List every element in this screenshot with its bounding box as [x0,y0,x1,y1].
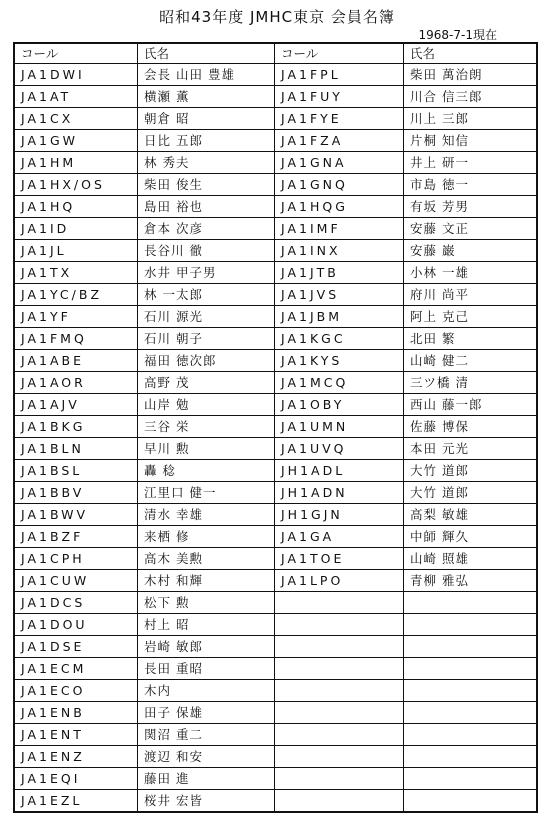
left-callsign-cell: JA1TX [15,262,138,284]
table-row [15,196,537,218]
left-name-cell: 山岸 勉 [138,394,275,416]
right-callsign-cell: JA1UMN [275,416,404,438]
right-name-cell: 川合 信三郎 [404,86,537,108]
table-row [15,680,537,702]
left-callsign-cell: JA1GW [15,130,138,152]
right-callsign-cell: JA1GA [275,526,404,548]
left-name-cell: 会長 山田 豊雄 [138,64,275,86]
right-callsign-cell: JA1MCQ [275,372,404,394]
roster-body [15,64,537,812]
left-name-cell: 来栖 修 [138,526,275,548]
left-name-cell: 倉本 次彦 [138,218,275,240]
left-callsign-cell: JA1ECO [15,680,138,702]
right-name-cell: 小林 一雄 [404,262,537,284]
right-callsign-cell [275,592,404,614]
left-callsign-cell: JA1DCS [15,592,138,614]
right-callsign-cell: JA1KYS [275,350,404,372]
left-callsign-cell: JA1HM [15,152,138,174]
right-name-cell: 高梨 敏雄 [404,504,537,526]
right-callsign-cell: JH1ADL [275,460,404,482]
right-name-cell [404,768,537,790]
right-callsign-cell: JA1LPO [275,570,404,592]
right-name-cell [404,790,537,812]
table-row [15,350,537,372]
left-name-cell: 朝倉 昭 [138,108,275,130]
left-callsign-cell: JA1AT [15,86,138,108]
right-name-cell: 市島 徳一 [404,174,537,196]
left-callsign-cell: JA1EZL [15,790,138,812]
table-row [15,504,537,526]
right-callsign-cell [275,614,404,636]
table-row [15,86,537,108]
left-name-cell: 轟 稔 [138,460,275,482]
right-callsign-cell: JA1FPL [275,64,404,86]
left-name-cell: 林 秀夫 [138,152,275,174]
left-name-cell: 田子 保雄 [138,702,275,724]
left-callsign-cell: JA1ENZ [15,746,138,768]
right-name-cell: 佐藤 博保 [404,416,537,438]
right-name-cell: 中師 輝久 [404,526,537,548]
right-callsign-cell: JA1IMF [275,218,404,240]
left-name-cell: 江里口 健一 [138,482,275,504]
right-name-cell: 安藤 文正 [404,218,537,240]
left-name-cell: 柴田 俊生 [138,174,275,196]
left-callsign-cell: JA1BBV [15,482,138,504]
left-callsign-cell: JA1EQI [15,768,138,790]
left-name-cell: 長谷川 徹 [138,240,275,262]
right-name-cell: 府川 尚平 [404,284,537,306]
left-name-cell: 高木 美勲 [138,548,275,570]
left-callsign-cell: JA1BZF [15,526,138,548]
right-callsign-cell: JA1FUY [275,86,404,108]
right-callsign-cell [275,680,404,702]
right-callsign-cell: JA1JVS [275,284,404,306]
left-callsign-cell: JA1BLN [15,438,138,460]
right-name-cell: 北田 繁 [404,328,537,350]
as-of-date: 1968-7-1現在 [418,28,497,42]
right-callsign-cell [275,724,404,746]
right-callsign-cell: JA1UVQ [275,438,404,460]
table-row [15,218,537,240]
left-name-cell: 日比 五郎 [138,130,275,152]
right-name-cell: 阿上 克己 [404,306,537,328]
call-header-left: コール [15,44,138,64]
right-callsign-cell: JA1INX [275,240,404,262]
right-name-cell: 安藤 巌 [404,240,537,262]
right-callsign-cell [275,636,404,658]
right-name-cell: 本田 元光 [404,438,537,460]
table-row [15,548,537,570]
table-row [15,526,537,548]
left-name-cell: 島田 裕也 [138,196,275,218]
right-name-cell: 片桐 知信 [404,130,537,152]
left-callsign-cell: JA1AJV [15,394,138,416]
left-name-cell: 渡辺 和安 [138,746,275,768]
table-row [15,240,537,262]
table-row [15,592,537,614]
table-row [15,746,537,768]
left-callsign-cell: JA1CX [15,108,138,130]
left-callsign-cell: JA1CPH [15,548,138,570]
name-header-right: 氏名 [404,44,537,64]
call-header-right: コール [275,44,404,64]
right-callsign-cell: JA1FYE [275,108,404,130]
right-callsign-cell: JA1TOE [275,548,404,570]
member-roster-table [14,43,537,812]
table-row [15,702,537,724]
table-row [15,372,537,394]
left-name-cell: 早川 勲 [138,438,275,460]
right-name-cell [404,702,537,724]
left-callsign-cell: JA1ABE [15,350,138,372]
right-name-cell [404,592,537,614]
table-row [15,790,537,812]
right-name-cell [404,614,537,636]
left-callsign-cell: JA1ENB [15,702,138,724]
right-callsign-cell: JA1JBM [275,306,404,328]
page-title: 昭和43年度 JMHC東京 会員名簿 [159,8,395,26]
right-name-cell [404,636,537,658]
table-row [15,152,537,174]
table-row [15,570,537,592]
right-name-cell: 三ツ橋 清 [404,372,537,394]
right-name-cell: 大竹 道郎 [404,460,537,482]
table-row [15,768,537,790]
table-row [15,174,537,196]
left-callsign-cell: JA1DWI [15,64,138,86]
table-row [15,328,537,350]
right-name-cell: 青柳 雅弘 [404,570,537,592]
table-row [15,438,537,460]
left-callsign-cell: JA1BKG [15,416,138,438]
right-name-cell [404,724,537,746]
table-row [15,306,537,328]
table-row [15,394,537,416]
right-callsign-cell: JA1FZA [275,130,404,152]
right-callsign-cell: JH1ADN [275,482,404,504]
left-name-cell: 桜井 宏皆 [138,790,275,812]
left-callsign-cell: JA1HQ [15,196,138,218]
table-row [15,460,537,482]
table-row [15,64,537,86]
right-callsign-cell: JA1JTB [275,262,404,284]
left-name-cell: 藤田 進 [138,768,275,790]
right-callsign-cell [275,790,404,812]
left-name-cell: 横瀬 薫 [138,86,275,108]
left-callsign-cell: JA1DOU [15,614,138,636]
left-callsign-cell: JA1FMQ [15,328,138,350]
right-name-cell: 川上 三郎 [404,108,537,130]
left-name-cell: 三谷 栄 [138,416,275,438]
left-name-cell: 木内 [138,680,275,702]
table-row [15,724,537,746]
left-callsign-cell: JA1ID [15,218,138,240]
table-row [15,482,537,504]
right-callsign-cell [275,658,404,680]
left-callsign-cell: JA1YC/BZ [15,284,138,306]
left-name-cell: 木村 和輝 [138,570,275,592]
left-name-cell: 福田 徳次郎 [138,350,275,372]
left-name-cell: 林 一太郎 [138,284,275,306]
table-row [15,108,537,130]
right-callsign-cell [275,746,404,768]
left-name-cell: 関沼 重二 [138,724,275,746]
left-callsign-cell: JA1ECM [15,658,138,680]
right-name-cell: 有坂 芳男 [404,196,537,218]
left-callsign-cell: JA1YF [15,306,138,328]
right-name-cell: 西山 藤一郎 [404,394,537,416]
right-name-cell: 井上 研一 [404,152,537,174]
table-row [15,416,537,438]
left-name-cell: 水井 甲子男 [138,262,275,284]
left-callsign-cell: JA1DSE [15,636,138,658]
left-name-cell: 石川 源光 [138,306,275,328]
left-name-cell: 清水 幸雄 [138,504,275,526]
table-row [15,658,537,680]
table-row [15,614,537,636]
left-callsign-cell: JA1AOR [15,372,138,394]
left-name-cell: 松下 勲 [138,592,275,614]
right-callsign-cell: JA1HQG [275,196,404,218]
right-name-cell: 山崎 健二 [404,350,537,372]
right-callsign-cell [275,702,404,724]
table-row [15,636,537,658]
left-callsign-cell: JA1HX/OS [15,174,138,196]
right-callsign-cell [275,768,404,790]
left-name-cell: 岩崎 敏郎 [138,636,275,658]
left-name-cell: 石川 朝子 [138,328,275,350]
table-row [15,262,537,284]
name-header-left: 氏名 [138,44,275,64]
right-name-cell: 山崎 照雄 [404,548,537,570]
right-callsign-cell: JH1GJN [275,504,404,526]
left-name-cell: 高野 茂 [138,372,275,394]
right-name-cell [404,658,537,680]
right-callsign-cell: JA1OBY [275,394,404,416]
right-callsign-cell: JA1KGC [275,328,404,350]
header-row [15,44,537,64]
left-callsign-cell: JA1BWV [15,504,138,526]
left-callsign-cell: JA1CUW [15,570,138,592]
table-row [15,284,537,306]
right-name-cell: 柴田 萬治朗 [404,64,537,86]
right-callsign-cell: JA1GNQ [275,174,404,196]
right-callsign-cell: JA1GNA [275,152,404,174]
table-row [15,130,537,152]
left-callsign-cell: JA1JL [15,240,138,262]
left-callsign-cell: JA1BSL [15,460,138,482]
left-callsign-cell: JA1ENT [15,724,138,746]
right-name-cell [404,746,537,768]
right-name-cell [404,680,537,702]
right-name-cell: 大竹 道郎 [404,482,537,504]
left-name-cell: 村上 昭 [138,614,275,636]
left-name-cell: 長田 重昭 [138,658,275,680]
